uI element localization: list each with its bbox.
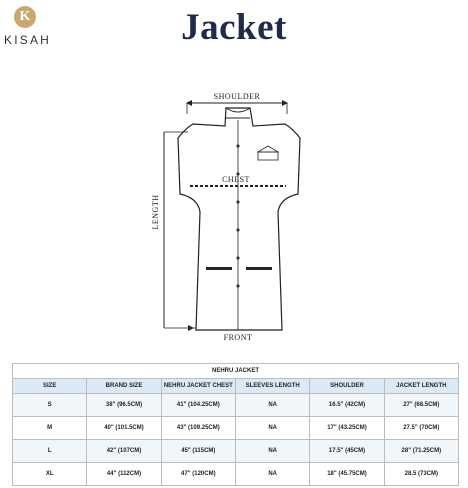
table-row xyxy=(13,440,459,463)
cell-jacket-length: 27" (68.5CM) xyxy=(384,394,458,417)
pocket-square xyxy=(258,146,278,160)
front-label: FRONT xyxy=(223,333,253,342)
cell-shoulder: 17.5" (45CM) xyxy=(310,440,384,463)
table-row xyxy=(13,394,459,417)
brand-name: KISAH xyxy=(4,33,52,47)
left-pocket xyxy=(206,267,232,270)
cell-shoulder: 17" (43.25CM) xyxy=(310,417,384,440)
cell-brand-size: 38" (96.5CM) xyxy=(87,394,161,417)
shoulder-label: SHOULDER xyxy=(213,92,261,101)
cell-size: M xyxy=(13,417,87,440)
cell-sleeves-length: NA xyxy=(235,394,309,417)
vest-outline xyxy=(178,108,300,330)
page-title: Jacket xyxy=(181,7,287,48)
cell-sleeves-length: NA xyxy=(235,417,309,440)
header-brand-size: BRAND SIZE xyxy=(87,379,161,394)
k-letter-icon: K xyxy=(14,6,36,28)
chest-label: CHEST xyxy=(222,175,250,184)
cell-jacket-length: 28.5 (73CM) xyxy=(384,463,458,486)
cell-brand-size: 42" (107CM) xyxy=(87,440,161,463)
cell-chest: 43" (109.25CM) xyxy=(161,417,235,440)
cell-sleeves-length: NA xyxy=(235,463,309,486)
collar xyxy=(226,108,250,118)
table-row xyxy=(13,417,459,440)
cell-jacket-length: 27.5" (70CM) xyxy=(384,417,458,440)
cell-brand-size: 40" (101.5CM) xyxy=(87,417,161,440)
cell-brand-size: 44" (112CM) xyxy=(87,463,161,486)
cell-size: XL xyxy=(13,463,87,486)
cell-chest: 45" (115CM) xyxy=(161,440,235,463)
header-chest: NEHRU JACKET CHEST xyxy=(161,379,235,394)
header-sleeves-length: SLEEVES LENGTH xyxy=(235,379,309,394)
size-chart-table xyxy=(12,363,459,482)
header-shoulder: SHOULDER xyxy=(310,379,384,394)
header-jacket-length: JACKET LENGTH xyxy=(384,379,458,394)
right-pocket xyxy=(246,267,272,270)
cell-sleeves-length: NA xyxy=(235,440,309,463)
jacket-measurement-diagram xyxy=(140,86,330,346)
cell-size: S xyxy=(13,394,87,417)
length-label: LENGTH xyxy=(151,194,160,230)
cell-chest: 41" (104.25CM) xyxy=(161,394,235,417)
cell-size: L xyxy=(13,440,87,463)
cell-shoulder: 18" (45.75CM) xyxy=(310,463,384,486)
table-row xyxy=(13,463,459,486)
header-size: SIZE xyxy=(13,379,87,394)
length-arrow xyxy=(164,132,196,331)
table-caption: NEHRU JACKET xyxy=(13,364,459,379)
cell-chest: 47" (120CM) xyxy=(161,463,235,486)
cell-jacket-length: 28" (71.25CM) xyxy=(384,440,458,463)
cell-shoulder: 16.5" (42CM) xyxy=(310,394,384,417)
